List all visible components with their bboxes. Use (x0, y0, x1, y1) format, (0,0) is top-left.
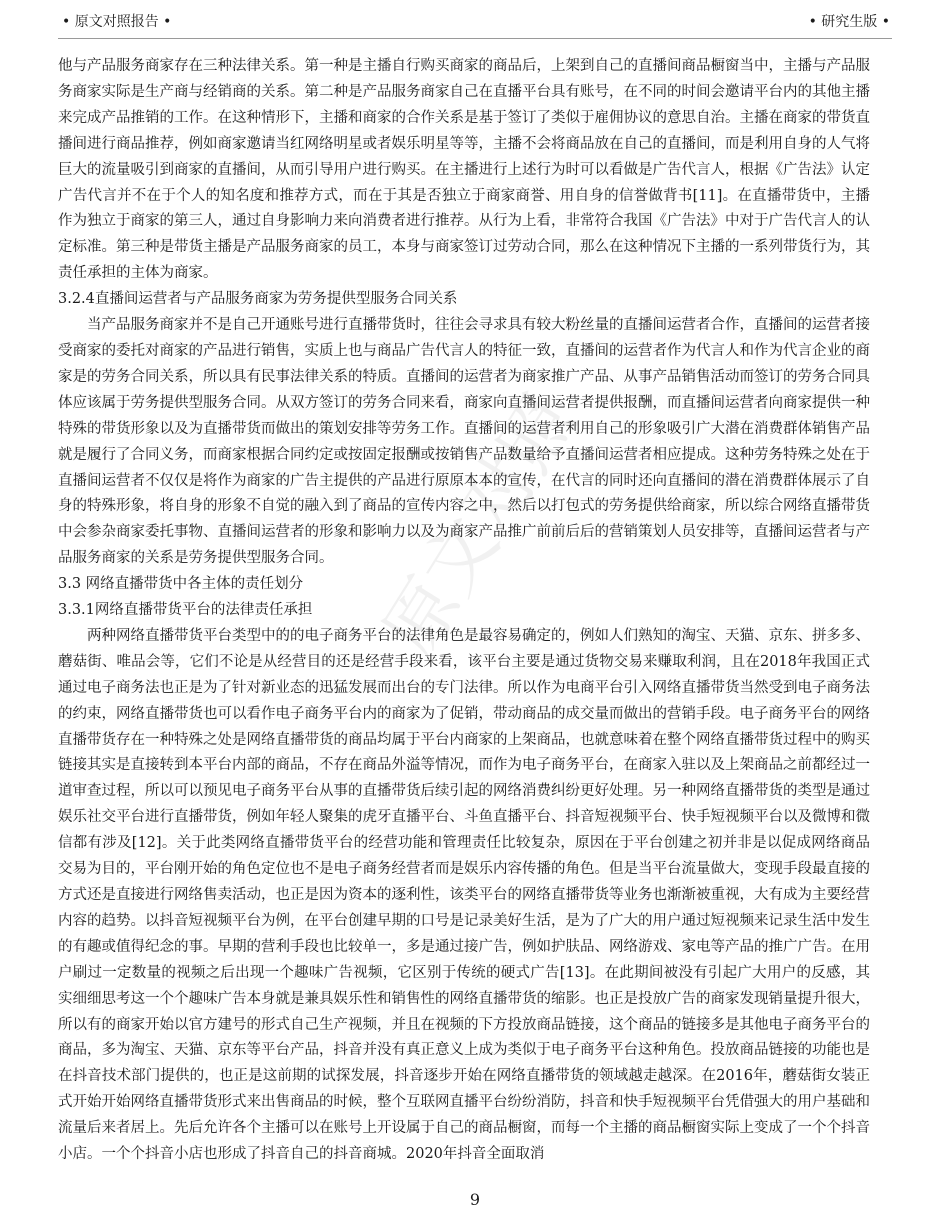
watermark-seal: 原文对照 (367, 380, 592, 670)
edition-label: • 研究生版 • (808, 14, 890, 30)
page-number: 9 (469, 1190, 481, 1209)
paragraph-platform-liability: 两种网络直播带货平台类型中的的电子商务平台的法律角色是最容易确定的，例如人们熟知的淘宝、天猫、京东、拼多多、蘑菇街、唯品会等，它们不论是从经营目的还是经营手段来看，该平台主要是通过货物交易来赚取利润，且在2018年我国正式通过电子商务法也正是为了针对新业态的迅猛发展而出台的专门法律。所以作为电商平台引入网络直播带货当然受到电子商务法的约束，网络直播带货也可以看作电子商务平台内的商家为了促销，带动商品的成交量而做出的营销手段。电子商务平台的网络直播带货存在一种特殊之处是网络直播带货的商品均属于平台内商家的上架商品，也就意味着在整个网络直播带货过程中的购买链接其实是直接转到本平台内部的商品，不存在商品外溢等情况，而作为电子商务平台，在商家入驻以及上架商品之前都经过一道审查过程，所以可以预见电子商务平台从事的直播带货后续引起的网络消费纠纷更好处理。另一种网络直播带货的类型是通过娱乐社交平台进行直播带货，例如年轻人聚集的虎牙直播平台、斗鱼直播平台、抖音短视频平台、快手短视频平台以及微博和微信都有涉及[12]。关于此类网络直播带货平台的经营功能和管理责任比较复杂，原因在于平台创建之初并非是以促成网络商品交易为目的，平台刚开始的角色定位也不是电子商务经营者而是娱乐内容传播的角色。但是当平台流量做大，变现手段最直接的方式还是直接进行网络售卖活动，也正是因为资本的逐利性，该类平台的网络直播带货等业务也渐渐被重视，大有成为主要经营内容的趋势。以抖音短视频平台为例，在平台创建早期的口号是记录美好生活，是为了广大的用户通过短视频来记录生活中发生的有趣或值得纪念的事。早期的营利手段也比较单一，多是通过接广告，例如护肤品、网络游戏、家电等产品的推广广告。在用户刷过一定数量的视频之后出现一个趣味广告视频，它区别于传统的硬式广告[13]。在此期间被没有引起广大用户的反感，其实细细思考这一个个趣味广告本身就是兼具娱乐性和销售性的网络直播带货的缩影。也正是投放广告的商家发现销量提升很大，所以有的商家开始以官方建号的形式自己生产视频，并且在视频的下方投放商品链接，这个商品的链接多是其他电子商务平台的商品，多为淘宝、天猫、京东等平台产品，抖音并没有真正意义上成为类似于电子商务平台这种角色。投放商品链接的功能也是在抖音技术部门提供的，也正是这前期的试探发展，抖音逐步开始在网络直播带货的领域越走越深。在2016年，蘑菇街女装正式开始开始网络直播带货形式来出售商品的时候，整个互联网直播平台纷纷消防，抖音和快手短视频平台凭借强大的用户基础和流量后来者居上。先后允许各个主播可以在账号上开设属于自己的商品橱窗，而每一个主播的商品橱窗实际上变成了一个个抖音小店。一个个抖音小店也形成了抖音自己的抖音商城。2020年抖音全面取消 (58, 627, 870, 1163)
paragraph-legal-relations: 他与产品服务商家存在三种法律关系。第一种是主播自行购买商家的商品后，上架到自己的直播间商品橱窗当中，主播与产品服务商家实际是生产商与经销商的关系。第二种是产品服务商家自己在直播平台具有账号，在不同的时间会邀请平台内的其他主播来完成产品推销的工作。在这种情形下，主播和商家的合作关系是基于签订了类似于雇佣协议的意思自治。主播在商家的带货直播间进行商品推荐，例如商家邀请当红网络明星或者娱乐明星等等，主播不会将商品放在自己的直播间，而是利用自身的人气将巨大的流量吸引到商家的直播间，从而引导用户进行购买。在主播进行上述行为时可以看做是广告代言人，根据《广告法》认定广告代言并不在于个人的知名度和推荐方式，而在于其是否独立于商家商誉、用自身的信誉做背书[11]。在直播带货中，主播作为独立于商家的第三人，通过自身影响力来向消费者进行推荐。从行为上看，非常符合我国《广告法》中对于广告代言人的认定标准。第三种是带货主播是产品服务商家的员工，本身与商家签订过劳动合同，那么在这种情况下主播的一系列带货行为，其责任承担的主体为商家。 (58, 58, 870, 282)
page-header (0, 0, 950, 40)
report-type-label: • 原文对照报告 • (62, 14, 172, 30)
header-divider (58, 38, 892, 39)
section-heading-3-3: 3.3 网络直播带货中各主体的责任划分 (58, 576, 304, 593)
paragraph-service-contract: 当产品服务商家并不是自己开通账号进行直播带货时，往往会寻求具有较大粉丝量的直播间运营者合作，直播间的运营者接受商家的委托对商家的产品进行销售，实质上也与商品广告代言人的特征一致，直播间的运营者作为代言人和作为代言企业的商家是的劳务合同关系，所以具有民事法律关系的特质。直播间的运营者为商家推广产品、从事产品销售活动而签订的劳务合同具体应该属于劳务提供型服务合同。从双方签订的劳务合同来看，商家向直播间运营者提供报酬，而直播间运营者向商家提供一种特殊的带货形象以及为直播带货而做出的策划安排等劳务工作。直播间的运营者利用自己的形象吸引广大潜在消费群体销售产品就是履行了合同义务，而商家根据合同约定或按固定报酬或按销售产品数量给予直播间运营者相应提成。这种劳务特殊之处在于直播间运营者不仅仅是将作为商家的广告主提供的产品进行原原本本的宣传，在代言的同时还向直播间的潜在消费群体展示了自身的特殊形象，将自身的形象不自觉的融入到了商品的宣传内容之中，然后以打包式的劳务提供给商家，所以综合网络直播带货中会参杂商家委托事物、直播间运营者的形象和影响力以及为商家产品推广前前后后的营销策划人员安排等，直播间运营者与产品服务商家的关系是劳务提供型服务合同。 (58, 317, 870, 567)
section-heading-3-3-1: 3.3.1网络直播带货平台的法律责任承担 (58, 602, 313, 619)
section-heading-3-2-4: 3.2.4直播间运营者与产品服务商家为劳务提供型服务合同关系 (58, 291, 458, 308)
document-body (58, 54, 870, 1168)
